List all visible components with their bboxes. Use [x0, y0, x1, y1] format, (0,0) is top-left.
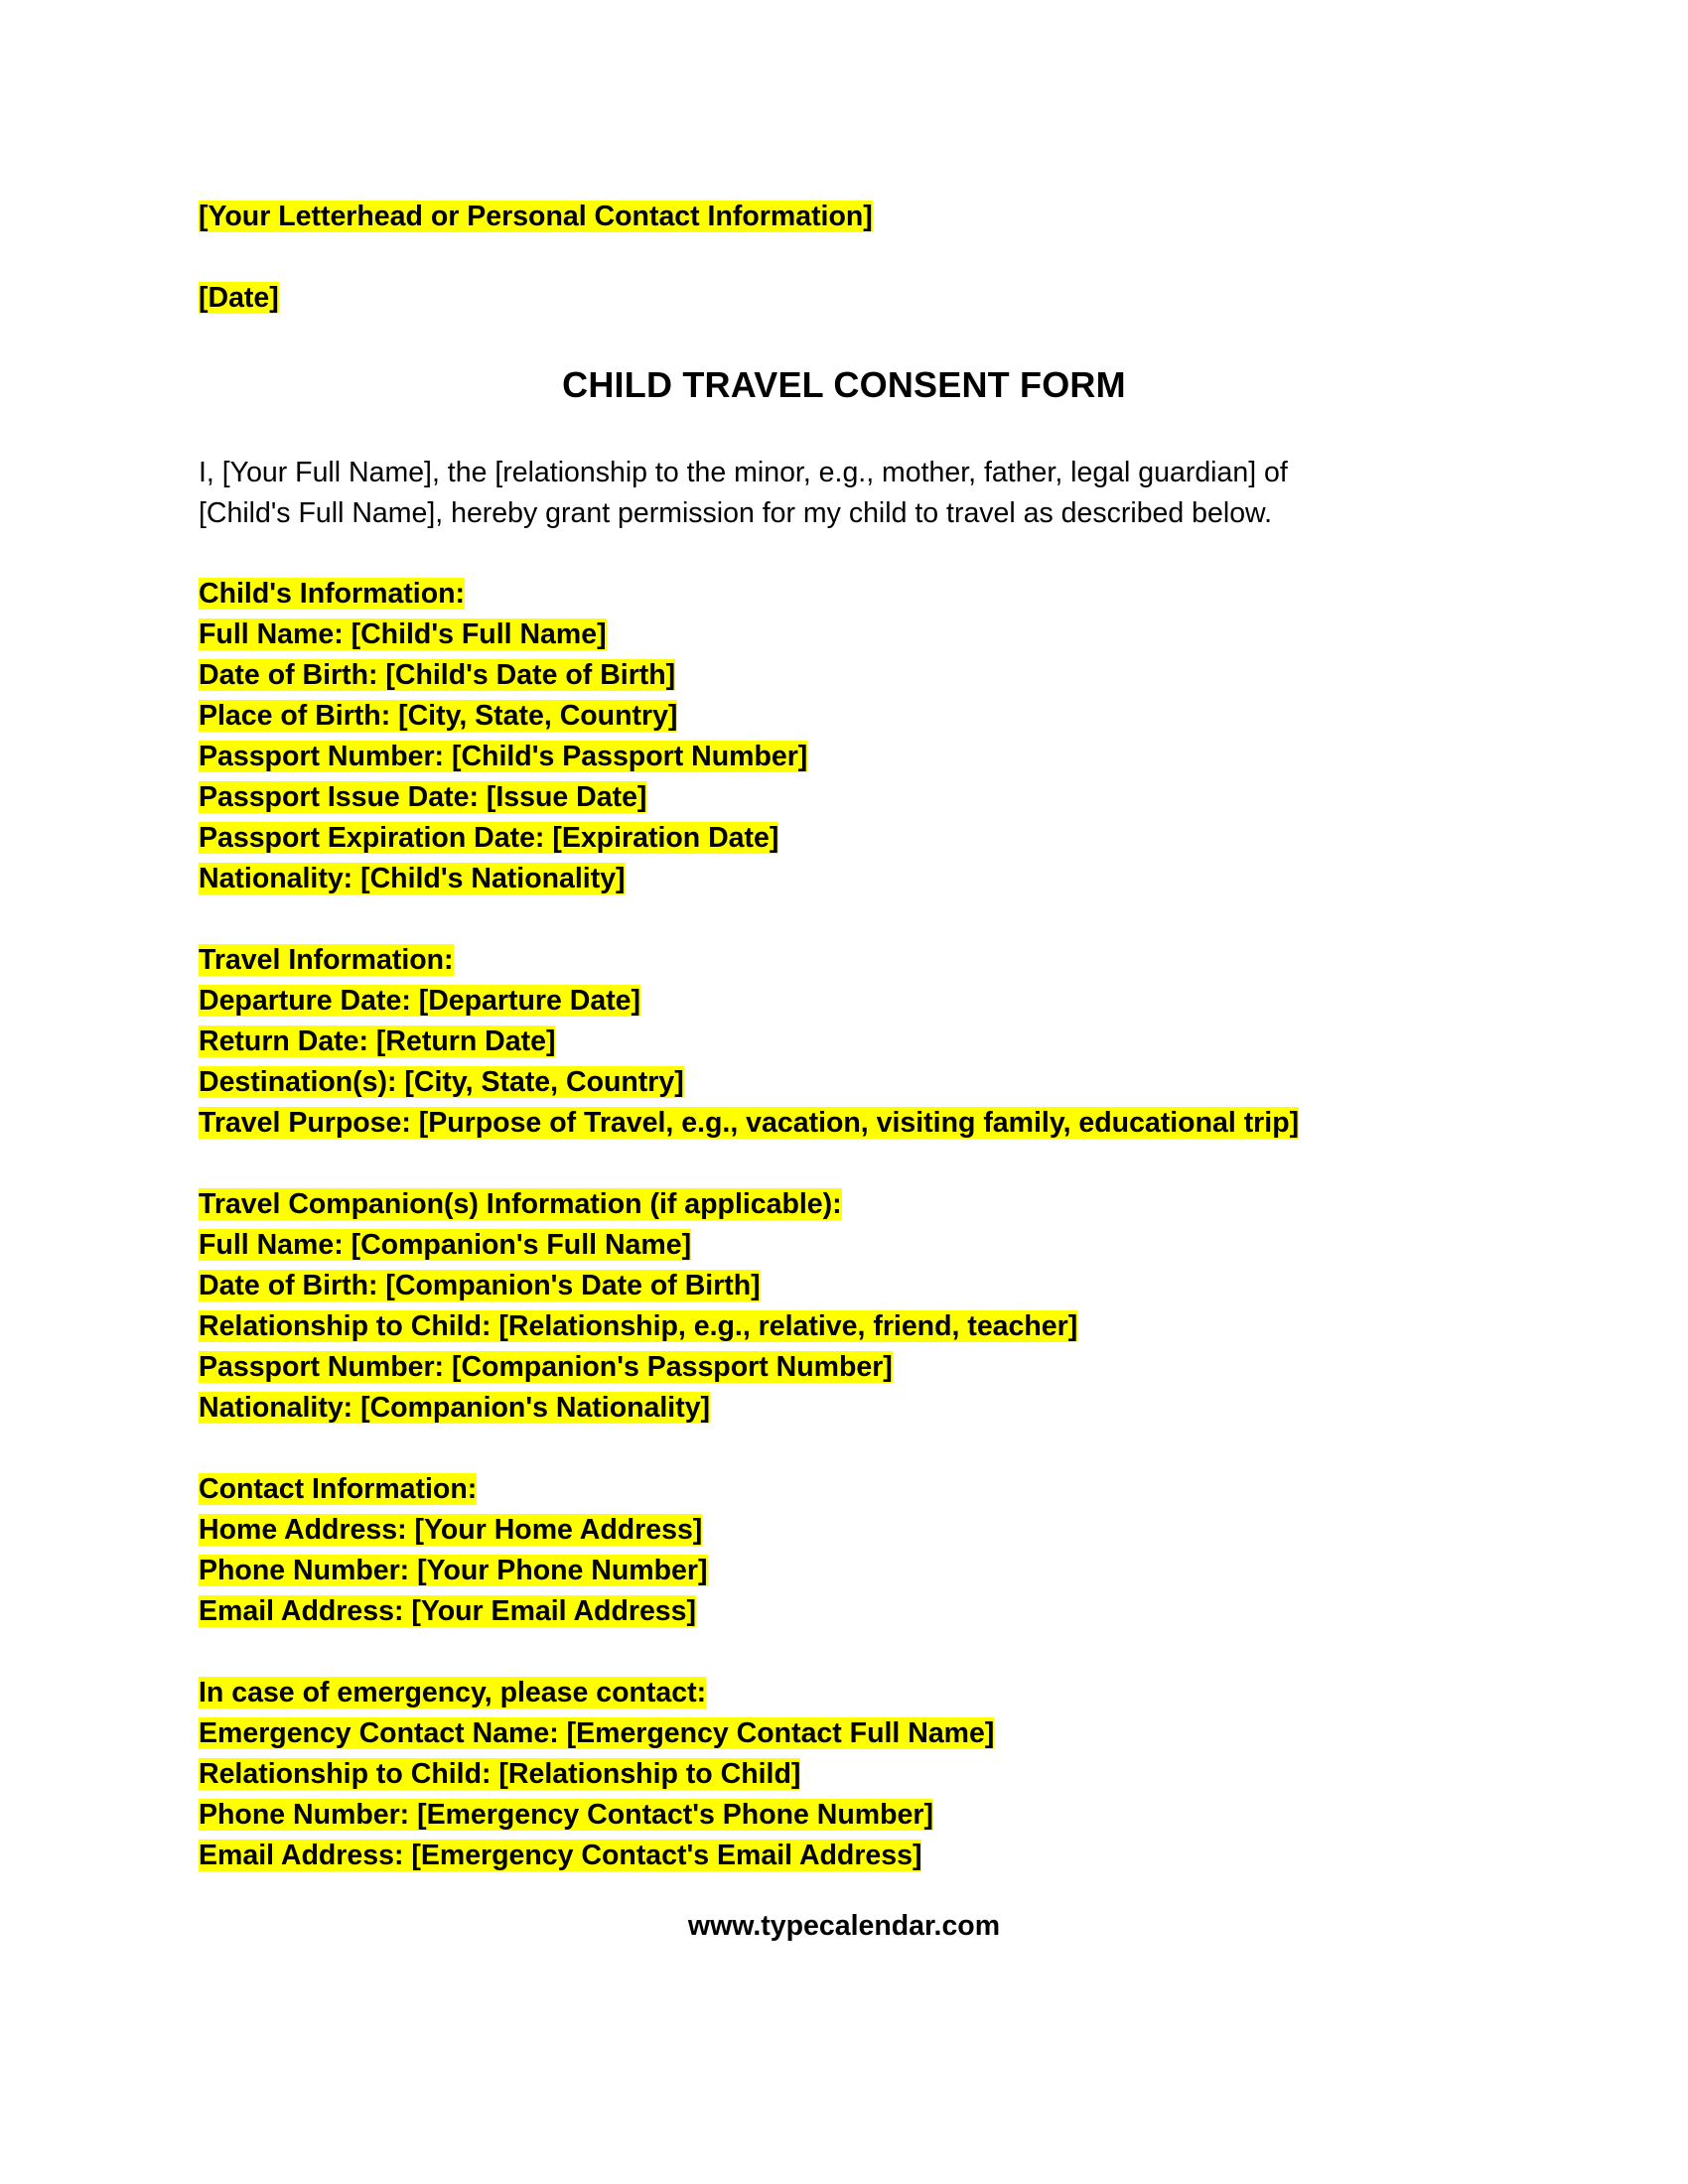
field-line: Passport Number: [Companion's Passport Number]	[199, 1351, 893, 1383]
field-line: Full Name: [Child's Full Name]	[199, 618, 607, 650]
section-heading: Travel Companion(s) Information (if applicable):	[199, 1188, 842, 1220]
field-line: Phone Number: [Emergency Contact's Phone Number]	[199, 1799, 933, 1831]
field-line: Home Address: [Your Home Address]	[199, 1514, 703, 1546]
section-contact-information	[199, 1469, 1489, 1632]
section-heading: Travel Information:	[199, 944, 454, 976]
intro-line: [Child's Full Name], hereby grant permission for my child to travel as described below.	[199, 497, 1272, 529]
field-line: Return Date: [Return Date]	[199, 1025, 556, 1057]
field-line: Passport Expiration Date: [Expiration Date]	[199, 822, 779, 854]
section-child-information	[199, 574, 1489, 899]
letterhead-placeholder: [Your Letterhead or Personal Contact Information]	[199, 201, 873, 232]
field-line: Email Address: [Your Email Address]	[199, 1595, 696, 1627]
field-line: Relationship to Child: [Relationship, e.g., relative, friend, teacher]	[199, 1310, 1078, 1342]
field-line: Departure Date: [Departure Date]	[199, 985, 641, 1017]
field-line: Date of Birth: [Companion's Date of Birth]	[199, 1270, 761, 1301]
section-emergency-contact	[199, 1673, 1489, 1876]
field-line: Full Name: [Companion's Full Name]	[199, 1229, 692, 1261]
field-line: Passport Number: [Child's Passport Number]	[199, 741, 808, 772]
field-line: Date of Birth: [Child's Date of Birth]	[199, 659, 676, 691]
intro-paragraph	[199, 453, 1489, 534]
field-line: Place of Birth: [City, State, Country]	[199, 700, 678, 732]
field-line: Relationship to Child: [Relationship to Child]	[199, 1758, 801, 1790]
field-line: Nationality: [Companion's Nationality]	[199, 1392, 711, 1424]
field-line: Nationality: [Child's Nationality]	[199, 863, 626, 894]
form-sections	[199, 574, 1489, 1876]
field-line: Emergency Contact Name: [Emergency Contact Full Name]	[199, 1717, 995, 1749]
footer-website: www.typecalendar.com	[687, 1910, 1001, 1942]
date-placeholder: [Date]	[199, 282, 279, 314]
section-travel-information	[199, 940, 1489, 1144]
section-heading: In case of emergency, please contact:	[199, 1677, 707, 1708]
intro-line: I, [Your Full Name], the [relationship to the minor, e.g., mother, father, legal guardian] of	[199, 457, 1288, 488]
field-line: Email Address: [Emergency Contact's Email Address]	[199, 1840, 922, 1871]
field-line: Phone Number: [Your Phone Number]	[199, 1555, 708, 1586]
field-line: Passport Issue Date: [Issue Date]	[199, 781, 647, 813]
form-title: CHILD TRAVEL CONSENT FORM	[562, 364, 1126, 405]
section-heading: Child's Information:	[199, 578, 466, 610]
field-line: Travel Purpose: [Purpose of Travel, e.g., vacation, visiting family, educational trip]	[199, 1107, 1300, 1139]
letter-header	[199, 197, 1489, 319]
field-line: Destination(s): [City, State, Country]	[199, 1066, 684, 1098]
section-companion-information	[199, 1184, 1489, 1429]
section-heading: Contact Information:	[199, 1473, 478, 1505]
